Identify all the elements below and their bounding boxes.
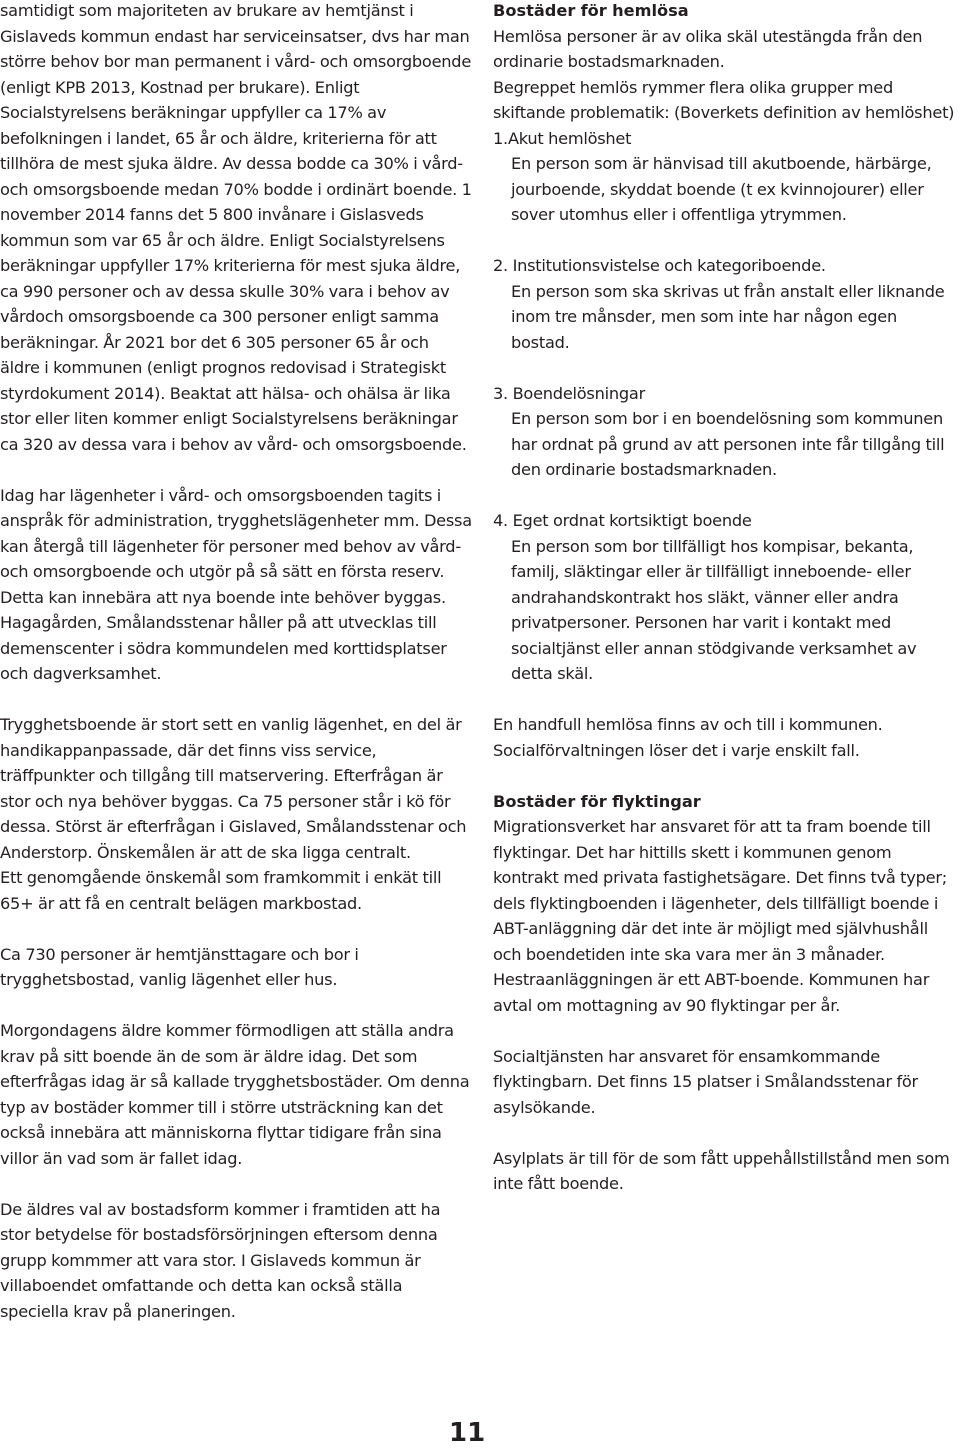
list-item-title: Akut hemlöshet xyxy=(507,128,632,148)
paragraph-asylum-places: Asylplats är till för de som fått uppehållstillstånd men som inte fått boende. xyxy=(493,1148,950,1193)
list-item-number: 1. xyxy=(493,128,508,148)
list-item-title: Institutionsvistelse och kategoriboende. xyxy=(512,256,826,275)
paragraph-survey-wish: Ett genomgående önskemål som framkommit i enkät till 65+ är att få en centralt belägen markbostad. xyxy=(0,868,442,913)
list-item-description: En person som är hänvisad till akutboende, härbärge, jourboende, skyddat boende (t ex kvinnojourer) eller sover utomhus eller i offentliga ytrymmen. xyxy=(511,154,932,224)
page-number: 11 xyxy=(449,1418,486,1448)
list-item-number: 2. xyxy=(493,256,508,275)
list-item-description: En person som bor tillfälligt hos kompisar, bekanta, familj, släktingar eller är tillfälligt inneboende- eller andrahandskontrakt hos släkt, vänner eller andra privatpersoner. Personen har varit i kontakt med socialtjänst eller annan stödgivande verksamhet av detta skäl. xyxy=(511,536,917,683)
paragraph-homeless-definition: Begreppet hemlös rymmer flera olika grupper med skiftande problematik: (Boverkets definition av hemlöshet) xyxy=(493,77,955,122)
paragraph-refugees-migration-board: Migrationsverket har ansvaret för att ta fram boende till flyktingar. Det har hittills skett i kommunen genom kontrakt med privata fastighetsägare. Det finns två typer; dels flyktingboenden i lägenheter, dels tillfälligt boende i ABT-anläggning där det inte är möjligt med självhushåll och boendetiden inte ska vara mer än 3 månader. Hestraanläggningen är ett ABT-boende. Kommunen har avtal om mottagning av 90 flyktingar per år. xyxy=(493,817,947,1015)
list-item-title: Boendelösningar xyxy=(512,383,645,403)
list-item-institution-stay xyxy=(493,253,958,355)
list-item-description: En person som bor i en boendelösning som kommunen har ordnat på grund av att personen inte får tillgång till den ordinarie bostadsmarknaden. xyxy=(511,409,945,479)
paragraph-safety-housing: Trygghetsboende är stort sett en vanlig lägenhet, en del är handikappanpassade, där det finns viss service, träffpunkter och tillgång till matservering. Efterfrågan är stor och nya behöver byggas. Ca 75 personer står i kö för dessa. Störst är efterfrågan i Gislaved, Smålandsstenar och Anderstorp. Önskemålen är att de ska ligga centralt. xyxy=(0,715,467,862)
list-item-housing-solutions xyxy=(493,381,958,483)
paragraph-unaccompanied-minors: Socialtjänsten har ansvaret för ensamkommande flyktingbarn. Det finns 15 platser i Smålandsstenar för asylsökande. xyxy=(493,1046,918,1117)
paragraph-elderly-care-statistics: samtidigt som majoriteten av brukare av hemtjänst i Gislaveds kommun endast har serviceinsatser, dvs har man större behov bor man permanent i vård- och omsorgboende (enligt KPB 2013, Kostnad per brukare). Enligt Socialstyrelsens beräkningar uppfyller ca 17% av befolkningen i landet, 65 år och äldre, kriterierna för att tillhöra de mest sjuka äldre. Av dessa bodde ca 30% i vård- och omsorgsboende medan 70% bodde i ordinärt boende. 1 november 2014 fanns det 5 800 invånare i Gislasveds kommun som var 65 år och äldre. Enligt Socialstyrelsens beräkningar uppfyller 17% kriterierna för mest sjuka äldre, ca 990 personer och av dessa skulle 30% vara i behov av vårdoch omsorgsboende ca 300 personer enligt samma beräkningar. År 2021 bor det 6 305 personer 65 år och äldre i kommunen (enligt prognos redovisad i Strategiskt styrdokument 2014). Beaktat att hälsa- och ohälsa är lika stor eller liten kommer enligt Socialstyrelsens beräkningar ca 320 av dessa vara i behov av vård- och omsorgsboende. xyxy=(0,1,472,454)
list-item-title: Eget ordnat kortsiktigt boende xyxy=(512,511,752,530)
paragraph-future-elderly: Morgondagens äldre kommer förmodligen att ställa andra krav på sitt boende än de som är äldre idag. Det som efterfrågas idag är så kallade trygghetsbostäder. Om denna typ av bostäder kommer till i större utsträckning kan det också innebära att människorna flyttar tidigare från sina villor än vad som är fallet idag. xyxy=(0,1021,470,1168)
paragraph-housing-choice: De äldres val av bostadsform kommer i framtiden att ha stor betydelse för bostadsförsörjningen eftersom denna grupp kommmer att vara stor. I Gislaveds kommun är villaboendet omfattande och detta kan också ställa speciella krav på planeringen. xyxy=(0,1199,441,1321)
list-item-number: 4. xyxy=(493,511,508,530)
list-item-description: En person som ska skrivas ut från anstalt eller liknande inom tre månsder, men som inte har någon egen bostad. xyxy=(511,281,945,352)
paragraph-homeless-intro: Hemlösa personer är av olika skäl utestängda från den ordinarie bostadsmarknaden. xyxy=(493,26,923,71)
section-heading-homeless: Bostäder för hemlösa xyxy=(493,1,689,20)
section-heading-refugees: Bostäder för flyktingar xyxy=(493,791,701,811)
right-column xyxy=(493,0,958,1197)
list-item-number: 3. xyxy=(493,383,508,403)
left-column xyxy=(0,0,472,1324)
list-item-acute-homelessness xyxy=(493,126,958,228)
paragraph-home-care-recipients: Ca 730 personer är hemtjänsttagare och bor i trygghetsbostad, vanlig lägenhet eller hus. xyxy=(0,944,359,989)
list-item-short-term-housing xyxy=(493,508,958,687)
paragraph-homeless-closing: En handfull hemlösa finns av och till i kommunen. Socialförvaltningen löser det i varje enskilt fall. xyxy=(493,715,883,760)
paragraph-apartments-reserve: Idag har lägenheter i vård- och omsorgsboenden tagits i anspråk för administration, trygghetslägenheter mm. Dessa kan återgå till lägenheter för personer med behov av vård- och omsorgboende och utgör på så sätt en första reserv. Detta kan innebära att nya boende inte behöver byggas. Hagagården, Smålandsstenar håller på att utvecklas till demenscenter i södra kommundelen med korttidsplatser och dagverksamhet. xyxy=(0,485,472,683)
